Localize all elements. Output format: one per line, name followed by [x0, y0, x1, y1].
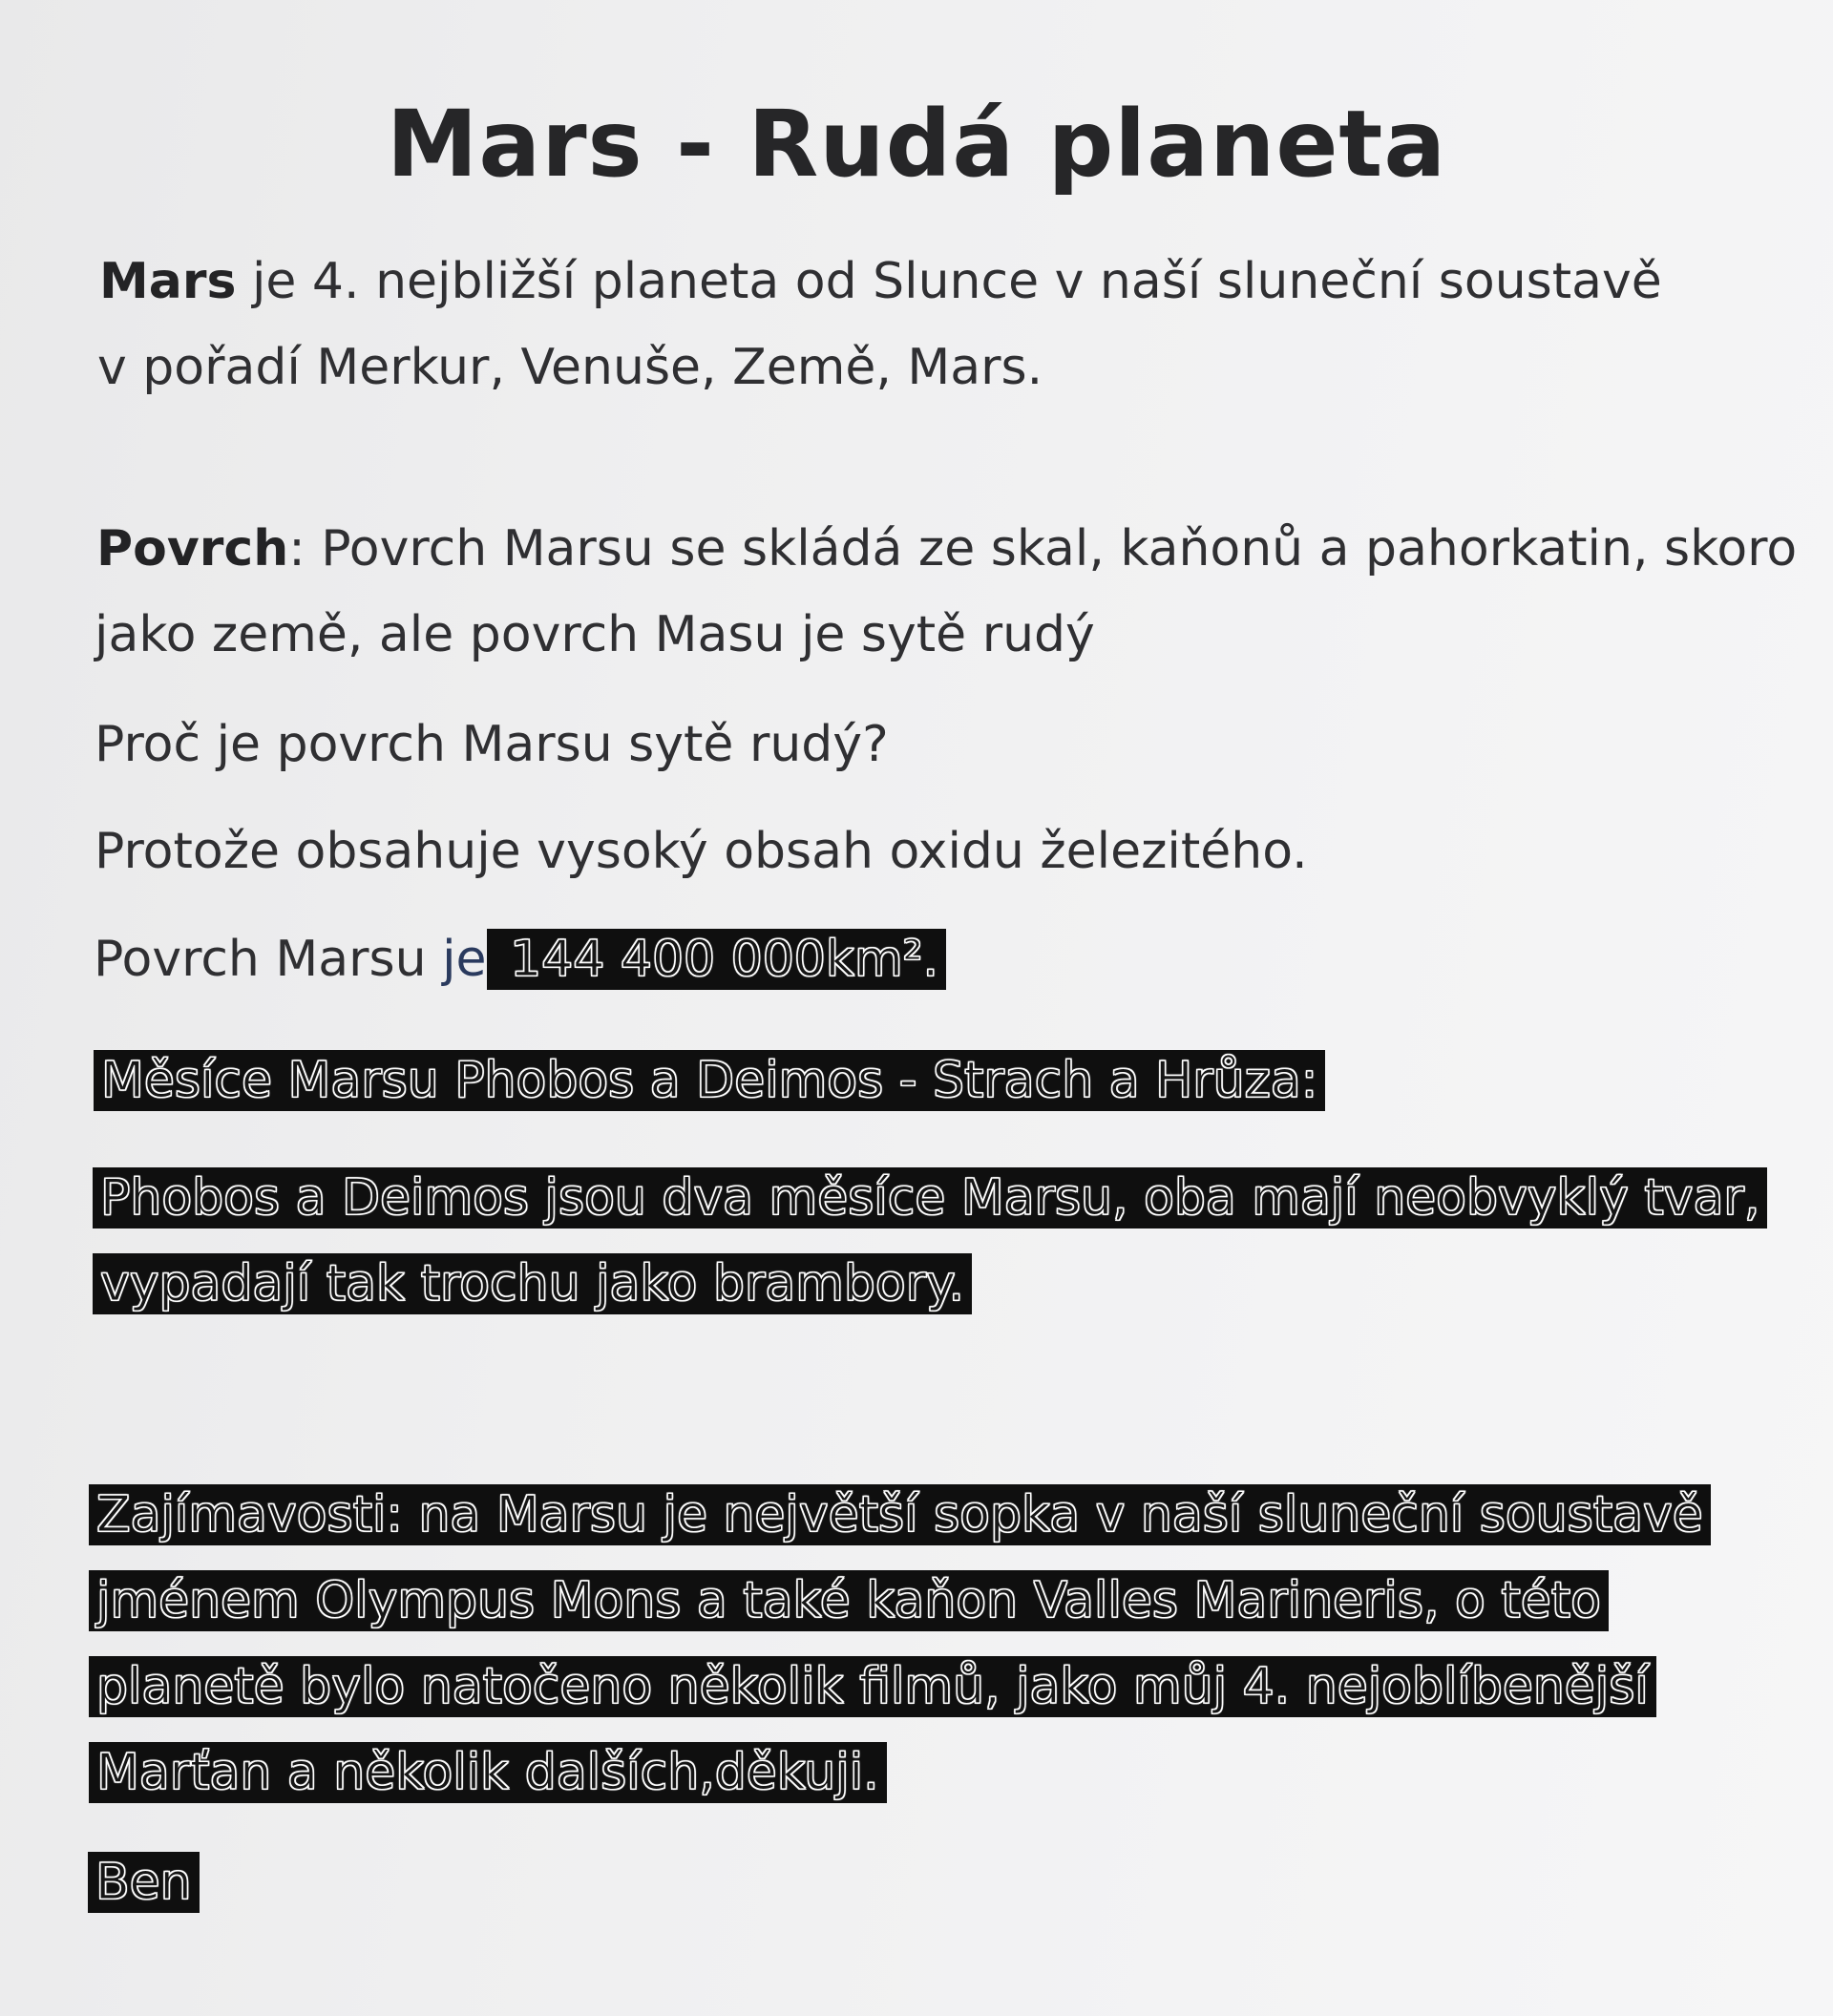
facts-line-3: planetě bylo natočeno několik filmů, jako můj 4. nejoblíbenější — [89, 1658, 1656, 1715]
area-line — [94, 931, 946, 988]
area-value: 144 400 000km². — [487, 929, 947, 990]
moons-heading: Měsíce Marsu Phobos a Deimos - Strach a Hrůza: — [94, 1052, 1325, 1109]
intro-line-1 — [99, 253, 1662, 310]
surface-line-1 — [96, 520, 1797, 578]
page-title: Mars - Rudá planeta — [386, 91, 1447, 198]
moons-line-2: vypadají tak trochu jako brambory. — [93, 1255, 972, 1312]
question-line: Proč je povrch Marsu sytě rudý? — [95, 716, 889, 773]
surface-line-2: jako země, ale povrch Masu je sytě rudý — [95, 606, 1095, 663]
intro-text: je 4. nejbližší planeta od Slunce v naší sluneční soustavě — [236, 253, 1662, 310]
intro-line-2: v pořadí Merkur, Venuše, Země, Mars. — [97, 339, 1043, 396]
surface-bold: Povrch — [96, 520, 289, 578]
area-je: je — [442, 931, 487, 988]
facts-line-4: Marťan a několik dalších,děkuji. — [89, 1744, 887, 1801]
intro-bold: Mars — [99, 253, 237, 310]
area-prefix: Povrch Marsu — [94, 931, 443, 988]
moons-line-1: Phobos a Deimos jsou dva měsíce Marsu, oba mají neobvyklý tvar, — [93, 1169, 1767, 1227]
facts-line-1: Zajímavosti: na Marsu je největší sopka v naší sluneční soustavě — [89, 1486, 1711, 1544]
facts-line-2: jménem Olympus Mons a také kaňon Valles Marineris, o této — [89, 1572, 1609, 1629]
surface-text: : Povrch Marsu se skládá ze skal, kaňonů a pahorkatin, skoro — [288, 520, 1798, 578]
signature: Ben — [88, 1854, 200, 1911]
answer-line: Protože obsahuje vysoký obsah oxidu železitého. — [95, 823, 1308, 880]
